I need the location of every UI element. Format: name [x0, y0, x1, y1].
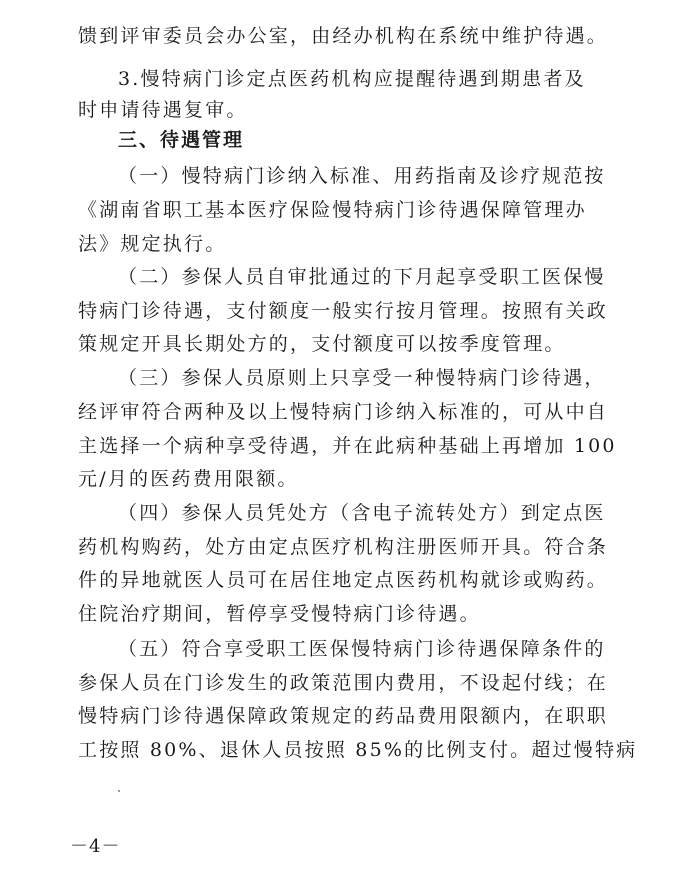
paragraph-line: （四）参保人员凭处方（含电子流转处方）到定点医	[118, 502, 606, 524]
paragraph-line: （二）参保人员自审批通过的下月起享受职工医保慢	[118, 266, 606, 288]
paragraph-line: 法》规定执行。	[78, 233, 227, 255]
paragraph-line: 件的异地就医人员可在居住地定点医药机构就诊或购药。	[78, 569, 609, 591]
paragraph-line: 3.慢特病门诊定点医药机构应提醒待遇到期患者及	[118, 68, 586, 90]
paragraph-line: 药机构购药，处方由定点医疗机构注册医师开具。符合条	[78, 536, 609, 558]
paragraph-line: 时申请待遇复审。	[78, 99, 248, 121]
paragraph-line: 元/月的医药费用限额。	[78, 468, 299, 490]
paragraph-line: （一）慢特病门诊纳入标准、用药指南及诊疗规范按	[118, 165, 606, 187]
paragraph-line: 慢特病门诊待遇保障政策规定的药品费用限额内，在职职	[78, 705, 609, 727]
paragraph-line: （五）符合享受职工医保慢特病门诊待遇保障条件的	[118, 638, 606, 660]
paragraph-line: （三）参保人员原则上只享受一种慢特病门诊待遇，	[118, 367, 606, 389]
paragraph-line: 经评审符合两种及以上慢特病门诊纳入标准的，可从中自	[78, 401, 609, 423]
scan-speck	[118, 790, 120, 792]
page-number: －4－	[70, 836, 121, 857]
section-heading: 三、待遇管理	[118, 129, 245, 151]
paragraph-line: 参保人员在门诊发生的政策范围内费用，不设起付线；在	[78, 672, 609, 694]
paragraph-line: 《湖南省职工基本医疗保险慢特病门诊待遇保障管理办	[78, 199, 587, 221]
paragraph-line: 主选择一个病种享受待遇，并在此病种基础上再增加 100	[78, 435, 617, 457]
paragraph-line: 特病门诊待遇，支付额度一般实行按月管理。按照有关政	[78, 300, 609, 322]
paragraph-line: 馈到评审委员会办公室，由经办机构在系统中维护待遇。	[78, 25, 609, 47]
paragraph-line: 住院治疗期间，暂停享受慢特病门诊待遇。	[78, 603, 481, 625]
paragraph-line: 工按照 80%、退休人员按照 85%的比例支付。超过慢特病	[78, 739, 638, 761]
paragraph-line: 策规定开具长期处方的，支付额度可以按季度管理。	[78, 333, 566, 355]
